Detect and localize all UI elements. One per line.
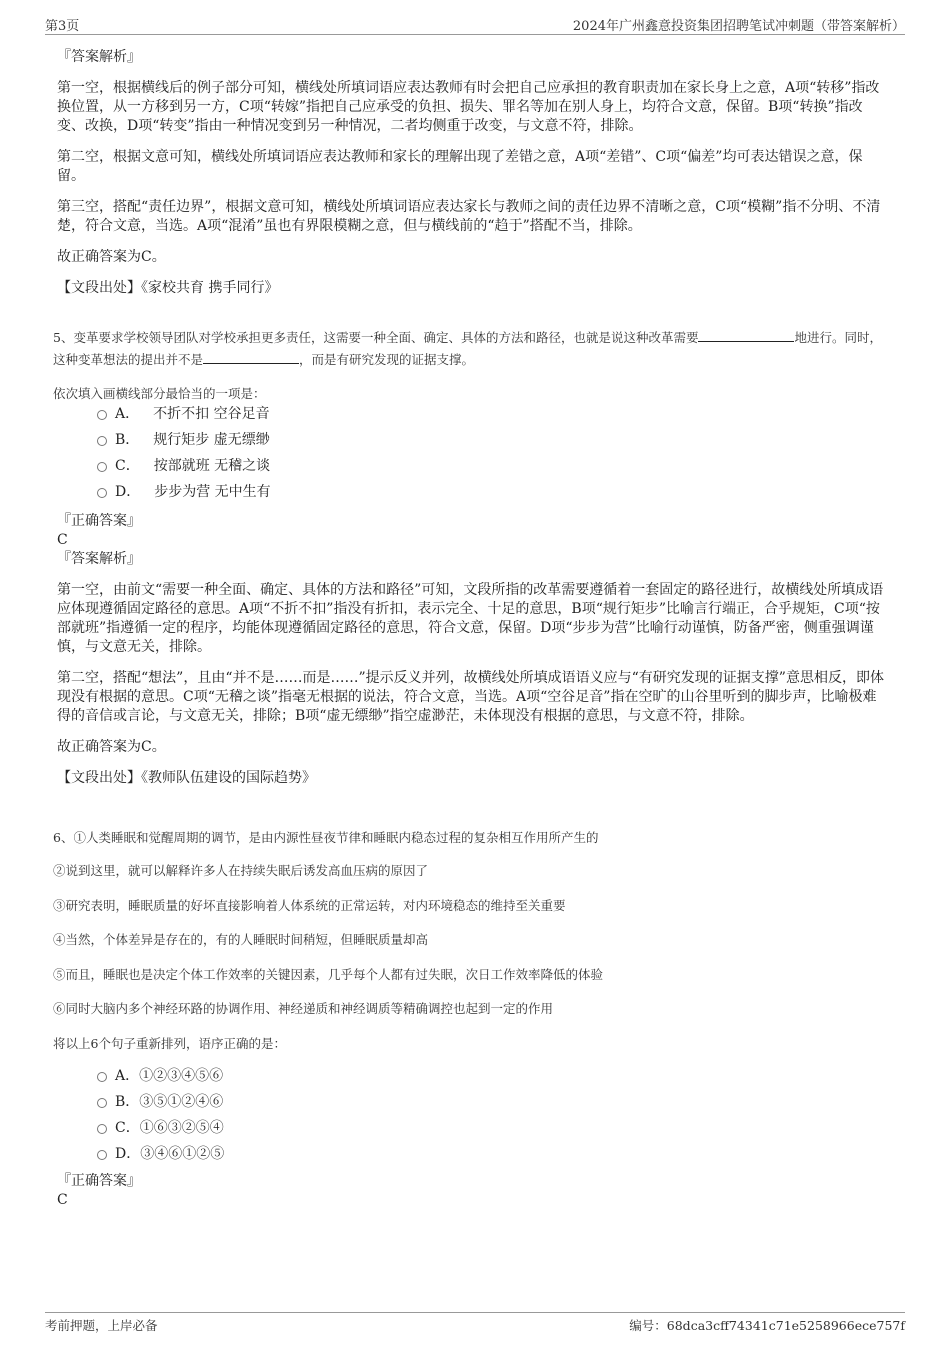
question-prompt: 将以上6个句子重新排列，语序正确的是：	[53, 1035, 286, 1051]
question-prompt: 依次填入画横线部分最恰当的一项是：	[53, 386, 266, 401]
analysis-paragraph: 第三空，搭配“责任边界”，根据文意可知，横线处所填词语应表达家长与教师之间的责任边界不清晰之意，C项“模糊”指不分明、不清楚，符合文意，当选。A项“混淆”虽也有界限模糊之意，但与横线前的“趋于”搭配不当，排除。	[57, 199, 881, 234]
answer-label: 『正确答案』	[57, 513, 141, 529]
source-citation: 【文段出处】《家校共育 携手同行》	[57, 280, 279, 296]
fill-blank	[698, 327, 794, 342]
option-letter: C．	[115, 458, 140, 474]
option-c[interactable]	[57, 1115, 887, 1141]
radio-button[interactable]	[97, 1150, 107, 1160]
correct-answer: C	[57, 532, 68, 548]
q5-options	[57, 401, 887, 505]
stem-text: 地进行。同时，这种变革想法的提出并不是	[53, 329, 882, 367]
option-letter: A．	[115, 406, 140, 422]
option-text: ①②③④⑤⑥	[139, 1068, 224, 1084]
analysis-paragraph: 第一空，由前文“需要一种全面、确定、具体的方法和路径”可知，文段所指的改革需要遵循着一套固定的路径进行，故横线处所填成语应体现遵循固定路径的意思。A项“不折不扣”指没有折扣，表示完全、十足的意思，B项“规行矩步”比喻言行端正，合乎规矩，C项“按部就班”指遵循一定的程序，均能体现遵循固定路径的意思，符合文意，保留。D项“步步为营”比喻行动谨慎，防备严密，侧重强调谨慎，与文意无关，排除。	[57, 582, 884, 655]
analysis-paragraph: 第二空，根据文意可知，横线处所填词语应表达教师和家长的理解出现了差错之意，A项“差错”、C项“偏差”均可表达错误之意，保留。	[57, 149, 863, 184]
option-text: ①⑥③②⑤④	[139, 1120, 224, 1136]
option-letter: D．	[115, 484, 141, 500]
serial-value: 68dca3cff74341c71e5258966ece757f	[666, 1318, 905, 1333]
option-text: 步步为营 无中生有	[154, 484, 271, 500]
document-title: 2024年广州鑫意投资集团招聘笔试冲刺题（带答案解析）	[572, 19, 905, 34]
fill-blank	[203, 349, 299, 364]
q4-analysis	[57, 48, 887, 298]
option-b[interactable]	[57, 427, 887, 453]
radio-button[interactable]	[97, 1072, 107, 1082]
serial-label: 编号：	[629, 1318, 667, 1333]
sentence-item: ⑤而且，睡眠也是决定个体工作效率的关键因素，几乎每个人都有过失眠，次日工作效率降低的体验	[53, 966, 604, 982]
option-text: 不折不扣 空谷足音	[153, 406, 270, 422]
option-a[interactable]	[57, 1063, 887, 1089]
q6-answer	[57, 1172, 887, 1210]
sentence-item: ③研究表明，睡眠质量的好坏直接影响着人体系统的正常运转，对内环境稳态的维持至关重要	[53, 897, 566, 913]
radio-button[interactable]	[97, 488, 107, 498]
source-citation: 【文段出处】《教师队伍建设的国际趋势》	[57, 770, 316, 786]
stem-text: ，而是有研究发现的证据支撑。	[299, 351, 475, 367]
page-footer	[45, 1312, 905, 1333]
sentence-item: ②说到这里，就可以解释许多人在持续失眠后诱发高血压病的原因了	[53, 863, 429, 878]
stem-text: 5、变革要求学校领导团队对学校承担更多责任，这需要一种全面、确定、具体的方法和路径，也就是说这种改革需要	[53, 329, 699, 345]
option-text: 规行矩步 虚无缥缈	[153, 432, 270, 448]
option-letter: A．	[115, 1068, 140, 1084]
radio-button[interactable]	[97, 1124, 107, 1134]
analysis-label: 『答案解析』	[57, 49, 141, 65]
option-d[interactable]	[57, 1141, 887, 1167]
option-letter: B．	[115, 432, 140, 448]
option-letter: D．	[115, 1146, 141, 1162]
correct-answer: C	[57, 1192, 68, 1208]
option-a[interactable]	[57, 401, 887, 427]
question-stem	[53, 327, 887, 371]
analysis-label: 『答案解析』	[57, 551, 141, 567]
analysis-conclusion: 故正确答案为C。	[57, 739, 166, 755]
page-header	[45, 14, 905, 35]
sentence-item: 6、①人类睡眠和觉醒周期的调节，是由内源性昼夜节律和睡眠内稳态过程的复杂相互作用所产生的	[53, 830, 599, 845]
analysis-paragraph: 第二空，搭配“想法”，且由“并不是……而是……”提示反义并列，故横线处所填成语语义应与“有研究发现的证据支撑”意思相反，即体现没有根据的意思。C项“无稽之谈”指毫无根据的说法，符合文意，当选。A项“空谷足音”指在空旷的山谷里听到的脚步声，比喻极难得的音信或言论，与文意无关，排除；B项“虚无缥缈”指空虚渺茫，未体现没有根据的意思，与文意不符，排除。	[57, 670, 884, 724]
question-6	[53, 827, 887, 1067]
radio-button[interactable]	[97, 1098, 107, 1108]
radio-button[interactable]	[97, 410, 107, 420]
footer-slogan: 考前押题，上岸必备	[45, 1318, 158, 1333]
radio-button[interactable]	[97, 462, 107, 472]
sentence-item: ⑥同时大脑内多个神经环路的协调作用、神经递质和神经调质等精确调控也起到一定的作用	[53, 1001, 554, 1016]
option-text: ③⑤①②④⑥	[139, 1094, 224, 1110]
option-letter: B．	[115, 1094, 140, 1110]
option-d[interactable]	[57, 479, 887, 505]
option-text: ③④⑥①②⑤	[140, 1146, 225, 1162]
q5-answer-analysis	[57, 512, 887, 788]
option-letter: C．	[115, 1120, 140, 1136]
option-b[interactable]	[57, 1089, 887, 1115]
option-c[interactable]	[57, 453, 887, 479]
option-text: 按部就班 无稽之谈	[153, 458, 271, 474]
answer-label: 『正确答案』	[57, 1173, 141, 1189]
radio-button[interactable]	[97, 436, 107, 446]
serial-number	[629, 1316, 905, 1334]
page-number: 第3页	[45, 19, 80, 34]
analysis-conclusion: 故正确答案为C。	[57, 249, 166, 265]
q6-options	[57, 1063, 887, 1167]
sentence-item: ④当然，个体差异是存在的，有的人睡眠时间稍短，但睡眠质量却高	[53, 932, 429, 947]
analysis-paragraph: 第一空，根据横线后的例子部分可知，横线处所填词语应表达教师有时会把自己应承担的教育职责加在家长身上之意，A项“转移”指改换位置，从一方移到另一方，C项“转嫁”指把自己应承受的负担、损失、罪名等加在别人身上，均符合文意，保留。B项“转换”指改变、改换，D项“转变”指由一种情况变到另一种情况，二者均侧重于改变，与文意不符，排除。	[57, 80, 880, 134]
